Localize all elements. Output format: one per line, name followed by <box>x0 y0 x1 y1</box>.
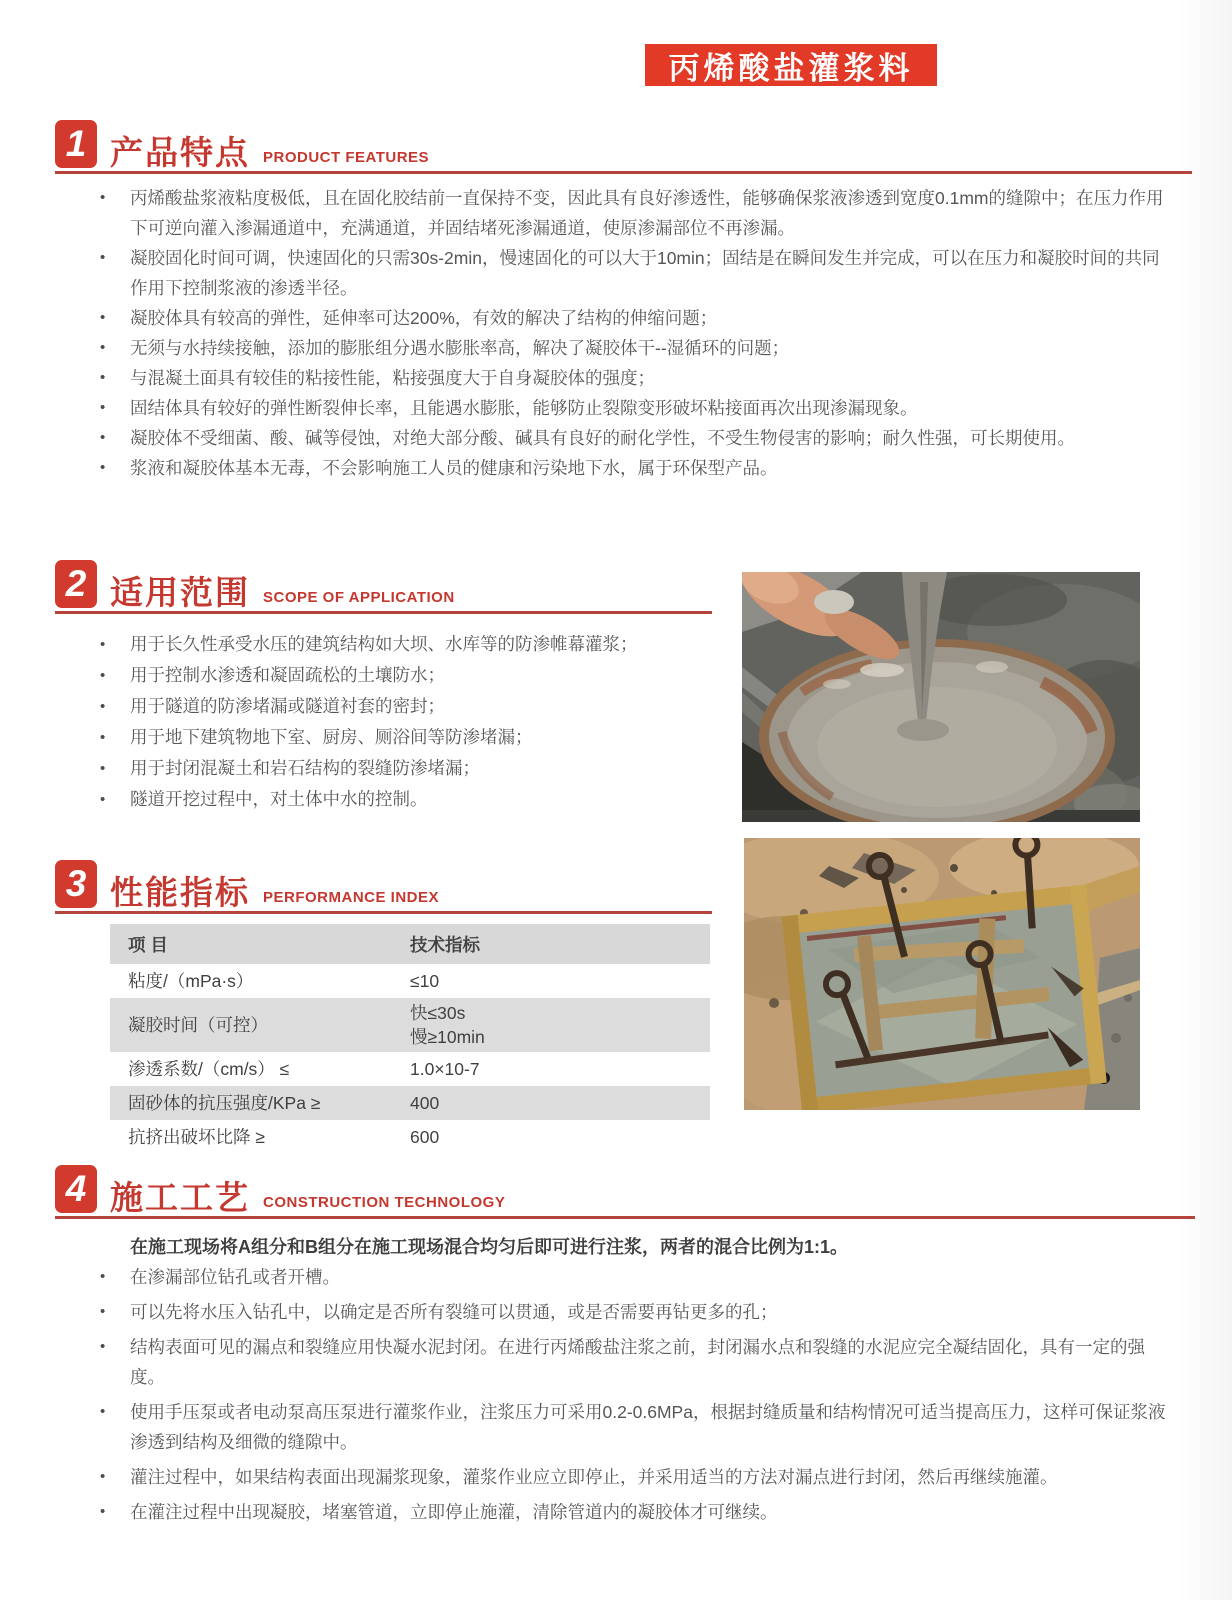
table-header-row <box>110 924 710 964</box>
bullet-text: 凝胶体具有较高的弹性，延伸率可达200%，有效的解决了结构的伸缩问题； <box>130 308 718 328</box>
section-header-construction <box>55 1165 1195 1219</box>
bullet-text: 用于地下建筑物地下室、厨房、厕浴间等防渗堵漏； <box>130 727 533 747</box>
bullet-text: 灌注过程中，如果结构表面出现漏浆现象，灌浆作业应立即停止，并采用适当的方法对漏点进行封闭，然后再继续施灌。 <box>130 1467 1058 1487</box>
list-item <box>100 183 1166 243</box>
list-item <box>100 660 732 691</box>
section-title-en: PRODUCT FEATURES <box>263 149 430 166</box>
bullet-text: 用于长久性承受水压的建筑结构如大坝、水库等的防渗帷幕灌浆； <box>130 634 638 654</box>
list-item <box>100 453 1166 483</box>
table-cell: 400 <box>410 1093 440 1113</box>
table-row <box>110 1052 710 1086</box>
section-header-performance <box>55 860 712 914</box>
list-item <box>100 629 732 660</box>
bullet-text: 浆液和凝胶体基本无毒，不会影响施工人员的健康和污染地下水，属于环保型产品。 <box>130 458 778 478</box>
table-cell: 渗透系数/（cm/s） ≤ <box>128 1059 290 1079</box>
section-header-scope <box>55 560 712 614</box>
bullet-icon: • <box>100 1468 106 1485</box>
bullet-text: 使用手压泵或者电动泵高压泵进行灌浆作业，注浆压力可采用0.2-0.6MPa，根据封缝质量和结构情况可适当提高压力，这样可保证浆液渗透到结构及细微的缝隙中。 <box>130 1402 1166 1452</box>
table-header <box>110 924 710 964</box>
bullet-text: 结构表面可见的漏点和裂缝应用快凝水泥封闭。在进行丙烯酸盐注浆之前，封闭漏水点和裂缝的水泥应完全凝结固化，具有一定的强度。 <box>130 1337 1145 1387</box>
list-item <box>100 333 1166 363</box>
table-row <box>110 1086 710 1120</box>
construction-steps-list <box>100 1262 1168 1532</box>
table-row <box>110 998 710 1052</box>
section-header-product-features <box>55 120 1192 174</box>
bullet-text: 固结体具有较好的弹性断裂伸长率，且能遇水膨胀，能够防止裂隙变形破坏粘接面再次出现渗漏现象。 <box>130 398 918 418</box>
bullet-icon: • <box>100 760 106 777</box>
table-cell: 凝胶时间（可控） <box>128 1015 268 1035</box>
scope-list <box>100 629 732 815</box>
section-title-en: SCOPE OF APPLICATION <box>263 589 455 606</box>
table-body <box>110 964 710 1154</box>
bullet-icon: • <box>100 189 106 206</box>
list-item <box>100 243 1166 303</box>
bullet-icon: • <box>100 791 106 808</box>
bullet-text: 在渗漏部位钻孔或者开槽。 <box>130 1267 340 1287</box>
bullet-text: 隧道开挖过程中，对土体中水的控制。 <box>130 789 428 809</box>
list-item <box>100 1297 1168 1327</box>
list-item <box>100 753 732 784</box>
list-item <box>100 1497 1168 1527</box>
list-item <box>100 423 1166 453</box>
formwork-grouting-photo <box>744 838 1140 1110</box>
bullet-icon: • <box>100 1403 106 1420</box>
bullet-text: 在灌注过程中出现凝胶，堵塞管道，立即停止施灌，清除管道内的凝胶体才可继续。 <box>130 1502 778 1522</box>
bullet-text: 与混凝土面具有较佳的粘接性能，粘接强度大于自身凝胶体的强度； <box>130 368 655 388</box>
bullet-text: 用于控制水渗透和凝固疏松的土壤防水； <box>130 665 445 685</box>
list-item <box>100 1462 1168 1492</box>
bullet-icon: • <box>100 339 106 356</box>
section-title-en: CONSTRUCTION TECHNOLOGY <box>263 1194 506 1211</box>
bullet-icon: • <box>100 399 106 416</box>
column-header: 技术指标 <box>392 924 710 964</box>
list-item <box>100 1262 1168 1292</box>
bullet-text: 凝胶固化时间可调，快速固化的只需30s-2min，慢速固化的可以大于10min；固结是在瞬间发生并完成，可以在压力和凝胶时间的共同作用下控制浆液的渗透半径。 <box>130 248 1160 298</box>
section-number-badge: 3 <box>55 860 97 908</box>
bullet-icon: • <box>100 1503 106 1520</box>
table-cell: 快≤30s 慢≥10min <box>410 1003 485 1047</box>
section-title-zh: 适用范围 <box>110 573 250 611</box>
table-row <box>110 964 710 998</box>
bullet-icon: • <box>100 459 106 476</box>
table-row <box>110 1120 710 1154</box>
product-features-list <box>100 183 1166 483</box>
table-cell: 固砂体的抗压强度/KPa ≥ <box>128 1093 321 1113</box>
bullet-text: 凝胶体不受细菌、酸、碱等侵蚀，对绝大部分酸、碱具有良好的耐化学性，不受生物侵害的影响；耐久性强，可长期使用。 <box>130 428 1075 448</box>
section-title-zh: 施工工艺 <box>110 1178 250 1216</box>
performance-index-table <box>110 924 710 1154</box>
table-cell: ≤10 <box>410 971 440 991</box>
bullet-icon: • <box>100 667 106 684</box>
bullet-icon: • <box>100 249 106 266</box>
bullet-icon: • <box>100 636 106 653</box>
bullet-icon: • <box>100 369 106 386</box>
section-title-zh: 性能指标 <box>110 873 250 911</box>
list-item <box>100 363 1166 393</box>
bullet-icon: • <box>100 698 106 715</box>
section-number-badge: 1 <box>55 120 97 168</box>
list-item <box>100 784 732 815</box>
grout-mixing-photo <box>742 572 1140 822</box>
list-item <box>100 393 1166 423</box>
bullet-icon: • <box>100 1338 106 1355</box>
bullet-icon: • <box>100 309 106 326</box>
grout-mixing-illustration <box>742 572 1140 822</box>
section-title-en: PERFORMANCE INDEX <box>263 889 440 906</box>
product-title-banner: 丙烯酸盐灌浆料 <box>645 44 937 86</box>
bullet-icon: • <box>100 429 106 446</box>
bullet-text: 可以先将水压入钻孔中，以确定是否所有裂缝可以贯通，或是否需要再钻更多的孔； <box>130 1302 778 1322</box>
list-item <box>100 1397 1168 1457</box>
construction-intro-text: 在施工现场将A组分和B组分在施工现场混合均匀后即可进行注浆，两者的混合比例为1:1。 <box>130 1237 849 1257</box>
bullet-text: 丙烯酸盐浆液粘度极低，且在固化胶结前一直保持不变，因此具有良好渗透性，能够确保浆液渗透到宽度0.1mm的缝隙中；在压力作用下可逆向灌入渗漏通道中，充满通道，并固结堵死渗漏通道，使原渗漏部位不再渗漏。 <box>130 188 1164 238</box>
bullet-icon: • <box>100 1303 106 1320</box>
bullet-text: 用于封闭混凝土和岩石结构的裂缝防渗堵漏； <box>130 758 480 778</box>
list-item <box>100 303 1166 333</box>
list-item <box>100 1332 1168 1392</box>
section-number-badge: 2 <box>55 560 97 608</box>
bullet-text: 无须与水持续接触，添加的膨胀组分遇水膨胀率高，解决了凝胶体干--湿循环的问题； <box>130 338 790 358</box>
bullet-text: 用于隧道的防渗堵漏或隧道衬套的密封； <box>130 696 445 716</box>
bullet-icon: • <box>100 729 106 746</box>
column-header: 项 目 <box>110 924 392 964</box>
table-cell: 抗挤出破坏比降 ≥ <box>128 1127 265 1147</box>
list-item <box>100 722 732 753</box>
section-title-zh: 产品特点 <box>110 133 250 171</box>
table-cell: 粘度/（mPa·s） <box>128 971 254 991</box>
table-cell: 1.0×10-7 <box>410 1059 480 1079</box>
list-item <box>100 691 732 722</box>
table-cell: 600 <box>410 1127 440 1147</box>
bullet-icon: • <box>100 1268 106 1285</box>
section-number-badge: 4 <box>55 1165 97 1213</box>
formwork-illustration <box>744 838 1140 1110</box>
